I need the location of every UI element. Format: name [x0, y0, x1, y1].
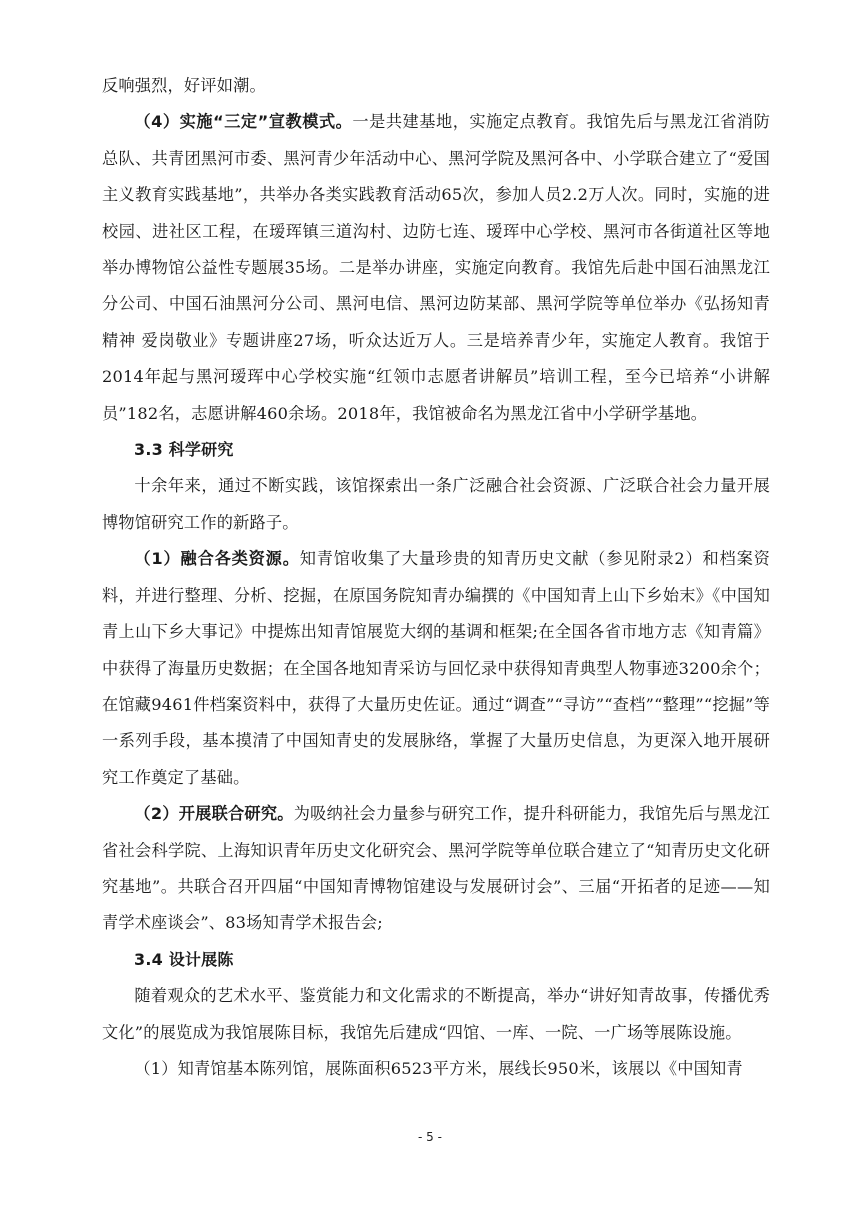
section-heading-research: 3.3 科学研究 — [134, 440, 234, 460]
paragraph-research-intro — [102, 468, 770, 541]
paragraph-lead: （1）融合各类资源。 — [134, 549, 300, 569]
paragraph-lead: （4）实施“三定”宣教模式。 — [134, 112, 353, 132]
paragraph-continuation — [102, 68, 770, 104]
paragraph-text: （1）知青馆基本陈列馆，展陈面积6523平方米，展线长950米，该展以《中国知青 — [134, 1058, 743, 1078]
paragraph-lead: （2）开展联合研究。 — [134, 804, 294, 824]
paragraph-text: 为吸纳社会力量参与研究工作，提升科研能力，我馆先后与黑龙江省社会科学院、上海知识青年历史文化研究会、黑河学院等单位联合建立了“知青历史文化研究基地”。共联合召开四届“中国知青博物馆建设与发展研讨会”、三届“开拓者的足迹——知青学术座谈会”、83场知青学术报告会; — [102, 804, 770, 933]
paragraph-text: 知青馆收集了大量珍贵的知青历史文献（参见附录2）和档案资料，并进行整理、分析、挖掘，在原国务院知青办编撰的《中国知青上山下乡始末》《中国知青上山下乡大事记》中提炼出知青馆展览大纲的基调和框架;在全国各省市地方志《知青篇》中获得了海量历史数据；在全国各地知青采访与回忆录中获得知青典型人物事迹3200余个；在馆藏9461件档案资料中，获得了大量历史佐证。通过“调查”“寻访”“查档”“整理”“挖掘”等一系列手段，基本摸清了中国知青史的发展脉络，掌握了大量历史信息，为更深入地开展研究工作奠定了基础。 — [102, 549, 770, 787]
paragraph-text: 反响强烈，好评如潮。 — [102, 76, 266, 95]
paragraph-exhibition-intro — [102, 978, 770, 1051]
page-number: - 5 - — [418, 1130, 442, 1144]
paragraph-education-model — [102, 104, 770, 432]
page-body — [102, 68, 770, 1087]
paragraph-exhibition-hall — [102, 1051, 770, 1087]
paragraph-text: 十余年来，通过不断实践，该馆探索出一条广泛融合社会资源、广泛联合社会力量开展博物馆研究工作的新路子。 — [102, 476, 770, 532]
paragraph-joint-research — [102, 796, 770, 942]
section-heading-exhibition: 3.4 设计展陈 — [134, 949, 234, 969]
paragraph-text: 随着观众的艺术水平、鉴赏能力和文化需求的不断提高，举办“讲好知青故事，传播优秀文化”的展览成为我馆展陈目标，我馆先后建成“四馆、一库、一院、一广场等展陈设施。 — [102, 986, 770, 1042]
paragraph-text: 一是共建基地，实施定点教育。我馆先后与黑龙江省消防总队、共青团黑河市委、黑河青少年活动中心、黑河学院及黑河各中、小学联合建立了“爱国主义教育实践基地”，共举办各类实践教育活动65次，参加人员2.2万人次。同时，实施的进校园、进社区工程，在瑷珲镇三道沟村、边防七连、瑷珲中心学校、黑河市各街道社区等地举办博物馆公益性专题展35场。二是举办讲座，实施定向教育。我馆先后赴中国石油黑龙江分公司、中国石油黑河分公司、黑河电信、黑河边防某部、黑河学院等单位举办《弘扬知青精神 爱岗敬业》专题讲座27场，听众达近万人。三是培养青少年，实施定人教育。我馆于2014年起与黑河瑷珲中心学校实施“红领巾志愿者讲解员”培训工程，至今已培养“小讲解员”182名，志愿讲解460余场。2018年，我馆被命名为黑龙江省中小学研学基地。 — [102, 112, 770, 423]
paragraph-resources — [102, 541, 770, 796]
